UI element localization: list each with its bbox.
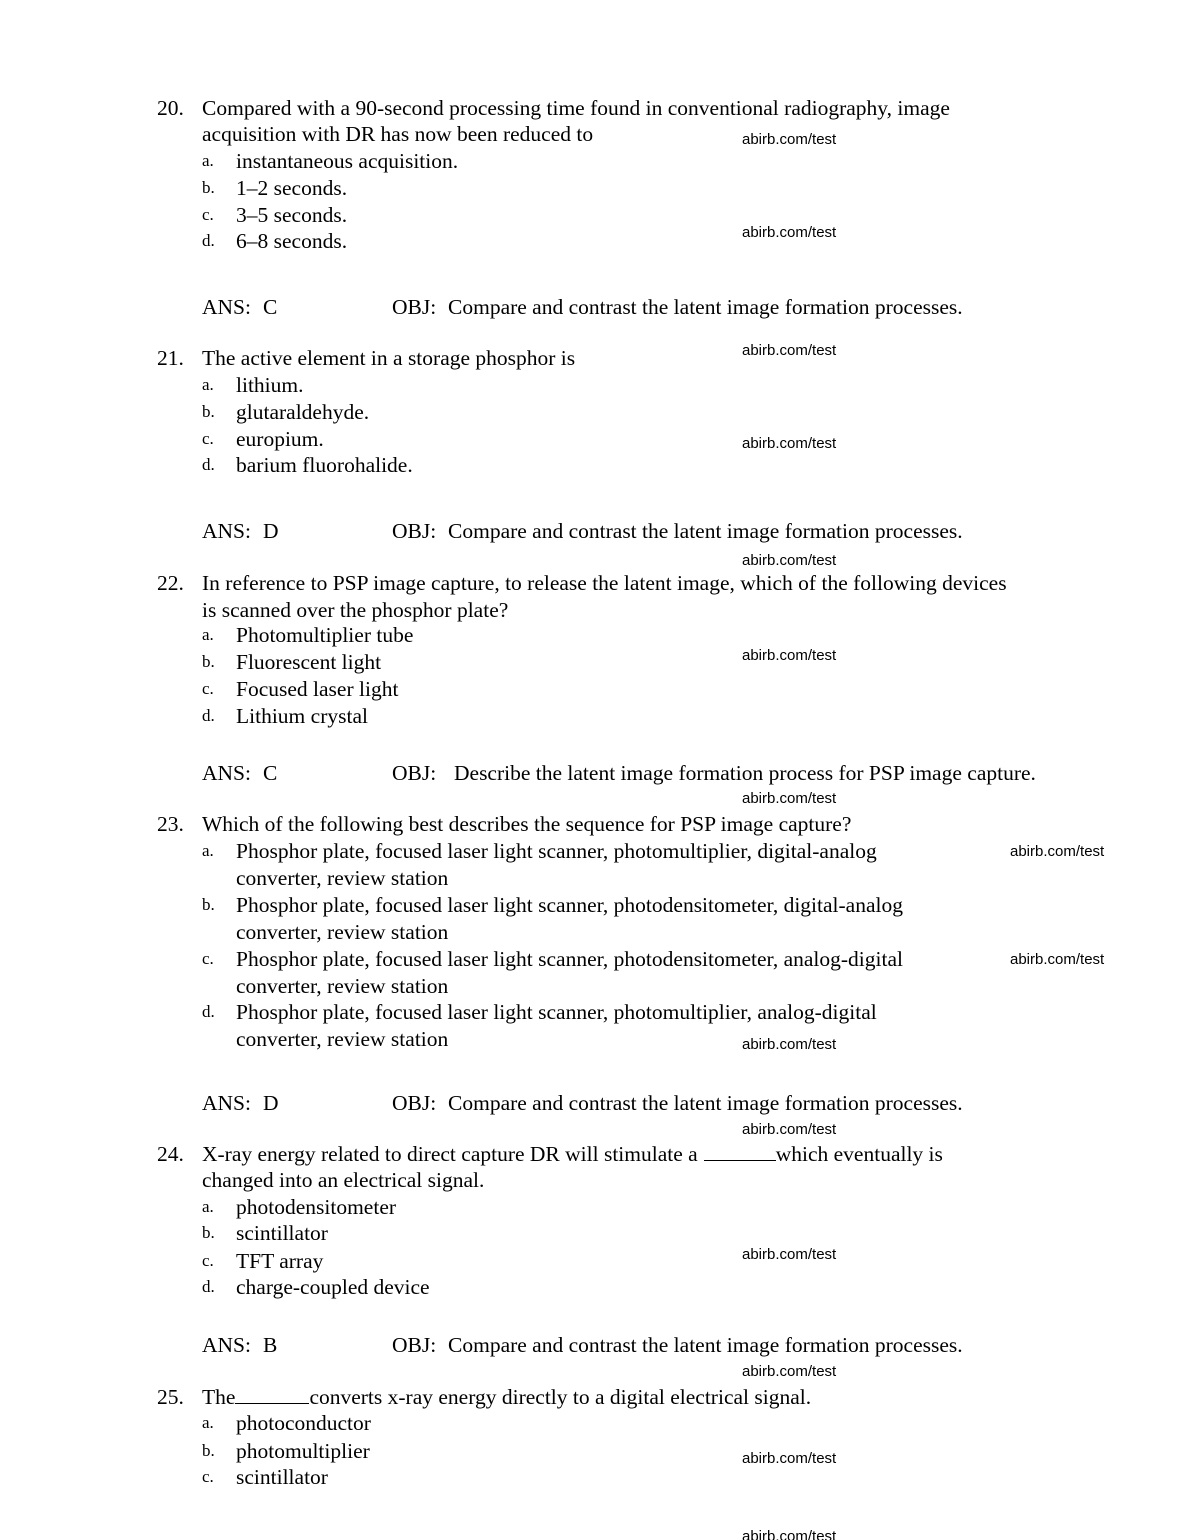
answer-label: ANS:	[202, 519, 251, 543]
option-text: Focused laser light	[236, 677, 399, 701]
watermark: abirb.com/test	[742, 1036, 837, 1053]
option-text: barium fluorohalide.	[236, 453, 413, 477]
objective-text: Compare and contrast the latent image formation processes.	[448, 519, 963, 543]
option-text: converter, review station	[236, 866, 449, 890]
option-letter: b.	[202, 1441, 215, 1460]
objective-label: OBJ:	[392, 761, 437, 785]
option-letter: b.	[202, 402, 215, 421]
objective-label: OBJ:	[392, 519, 437, 543]
option-letter: c.	[202, 1467, 214, 1486]
question-stem-text: which eventually is	[775, 1142, 943, 1166]
option-letter: c.	[202, 205, 214, 224]
option-letter: b.	[202, 895, 215, 914]
option-text: Phosphor plate, focused laser light scanner, photomultiplier, analog-digital	[236, 1000, 877, 1024]
option-letter: a.	[202, 375, 214, 394]
question-stem	[202, 571, 1007, 595]
question-stem-text: Compared with a 90-second processing time found in conventional radiography, image	[202, 96, 950, 120]
option-letter: d.	[202, 231, 215, 250]
question-stem-text: X-ray energy related to direct capture DR will stimulate a	[202, 1142, 698, 1166]
option-letter: b.	[202, 652, 215, 671]
question-stem	[202, 346, 575, 370]
question-stem-text: changed into an electrical signal.	[202, 1168, 485, 1192]
option-letter: d.	[202, 455, 215, 474]
question-stem-text: converts x-ray energy directly to a digital electrical signal.	[309, 1385, 812, 1409]
option-text: Phosphor plate, focused laser light scanner, photomultiplier, digital-analog	[236, 839, 877, 863]
watermark: abirb.com/test	[742, 647, 837, 664]
question-stem	[202, 1168, 484, 1192]
question-stem	[202, 1385, 811, 1409]
option-text: Photomultiplier tube	[236, 623, 414, 647]
option-letter: c.	[202, 949, 214, 968]
answer-blank	[704, 1142, 776, 1161]
watermark: abirb.com/test	[742, 435, 837, 452]
answer-label: ANS:	[202, 1091, 251, 1115]
option-letter: a.	[202, 1197, 214, 1216]
answer-value: B	[263, 1333, 278, 1357]
watermark: abirb.com/test	[742, 790, 837, 807]
option-text: photomultiplier	[236, 1439, 370, 1463]
option-letter: c.	[202, 679, 214, 698]
answer-value: D	[263, 1091, 279, 1115]
objective-text: Compare and contrast the latent image formation processes.	[448, 1333, 963, 1357]
watermark: abirb.com/test	[1010, 843, 1105, 860]
answer-label: ANS:	[202, 295, 251, 319]
option-letter: a.	[202, 151, 214, 170]
question-number: 24.	[157, 1142, 184, 1166]
option-text: converter, review station	[236, 920, 449, 944]
watermark: abirb.com/test	[742, 131, 837, 148]
objective-label: OBJ:	[392, 1333, 437, 1357]
answer-label: ANS:	[202, 1333, 251, 1357]
watermark: abirb.com/test	[742, 1121, 837, 1138]
question-stem	[202, 1142, 943, 1166]
question-number: 23.	[157, 812, 184, 836]
question-stem-text: The	[202, 1385, 236, 1409]
watermark: abirb.com/test	[742, 552, 837, 569]
option-text: charge-coupled device	[236, 1275, 430, 1299]
objective-label: OBJ:	[392, 1091, 437, 1115]
option-text: converter, review station	[236, 1027, 449, 1051]
option-letter: c.	[202, 1251, 214, 1270]
question-number: 20.	[157, 96, 184, 120]
option-text: photodensitometer	[236, 1195, 397, 1219]
option-text: Lithium crystal	[236, 704, 368, 728]
option-letter: d.	[202, 706, 215, 725]
option-text: 3–5 seconds.	[236, 203, 348, 227]
watermark: abirb.com/test	[742, 1363, 837, 1380]
option-text: instantaneous acquisition.	[236, 149, 459, 173]
option-letter: c.	[202, 429, 214, 448]
option-text: scintillator	[236, 1221, 328, 1245]
option-letter: b.	[202, 178, 215, 197]
option-text: scintillator	[236, 1465, 328, 1489]
objective-label: OBJ:	[392, 295, 437, 319]
answer-value: D	[263, 519, 279, 543]
option-text: lithium.	[236, 373, 304, 397]
objective-text: Describe the latent image formation process for PSP image capture.	[454, 761, 1036, 785]
option-text: europium.	[236, 427, 324, 451]
question-stem-text: acquisition with DR has now been reduced to	[202, 122, 594, 146]
watermark: abirb.com/test	[742, 1528, 837, 1540]
option-text: photoconductor	[236, 1411, 371, 1435]
watermark: abirb.com/test	[742, 342, 837, 359]
option-letter: a.	[202, 841, 214, 860]
option-letter: a.	[202, 625, 214, 644]
objective-text: Compare and contrast the latent image formation processes.	[448, 295, 963, 319]
question-stem	[202, 598, 508, 622]
question-stem-text: is scanned over the phosphor plate?	[202, 598, 509, 622]
question-number: 21.	[157, 346, 184, 370]
question-number: 25.	[157, 1385, 184, 1409]
question-stem	[202, 812, 851, 836]
watermark: abirb.com/test	[742, 1450, 837, 1467]
answer-blank	[235, 1385, 309, 1404]
question-stem	[202, 96, 950, 120]
option-text: TFT array	[236, 1249, 324, 1273]
option-text: Phosphor plate, focused laser light scanner, photodensitometer, digital-analog	[236, 893, 903, 917]
watermark: abirb.com/test	[742, 224, 837, 241]
answer-value: C	[263, 761, 278, 785]
option-letter: d.	[202, 1002, 215, 1021]
question-stem-text: In reference to PSP image capture, to release the latent image, which of the following devices	[202, 571, 1007, 595]
question-stem-text: The active element in a storage phosphor is	[202, 346, 576, 370]
option-letter: b.	[202, 1223, 215, 1242]
question-stem-text: Which of the following best describes the sequence for PSP image capture?	[202, 812, 852, 836]
watermark: abirb.com/test	[742, 1246, 837, 1263]
answer-value: C	[263, 295, 278, 319]
option-letter: d.	[202, 1277, 215, 1296]
option-text: 1–2 seconds.	[236, 176, 348, 200]
answer-label: ANS:	[202, 761, 251, 785]
option-text: Fluorescent light	[236, 650, 382, 674]
option-text: glutaraldehyde.	[236, 400, 370, 424]
option-text: Phosphor plate, focused laser light scanner, photodensitometer, analog-digital	[236, 947, 903, 971]
watermark: abirb.com/test	[1010, 951, 1105, 968]
option-text: converter, review station	[236, 974, 449, 998]
objective-text: Compare and contrast the latent image formation processes.	[448, 1091, 963, 1115]
question-number: 22.	[157, 571, 184, 595]
option-letter: a.	[202, 1413, 214, 1432]
question-stem	[202, 122, 593, 146]
option-text: 6–8 seconds.	[236, 229, 348, 253]
